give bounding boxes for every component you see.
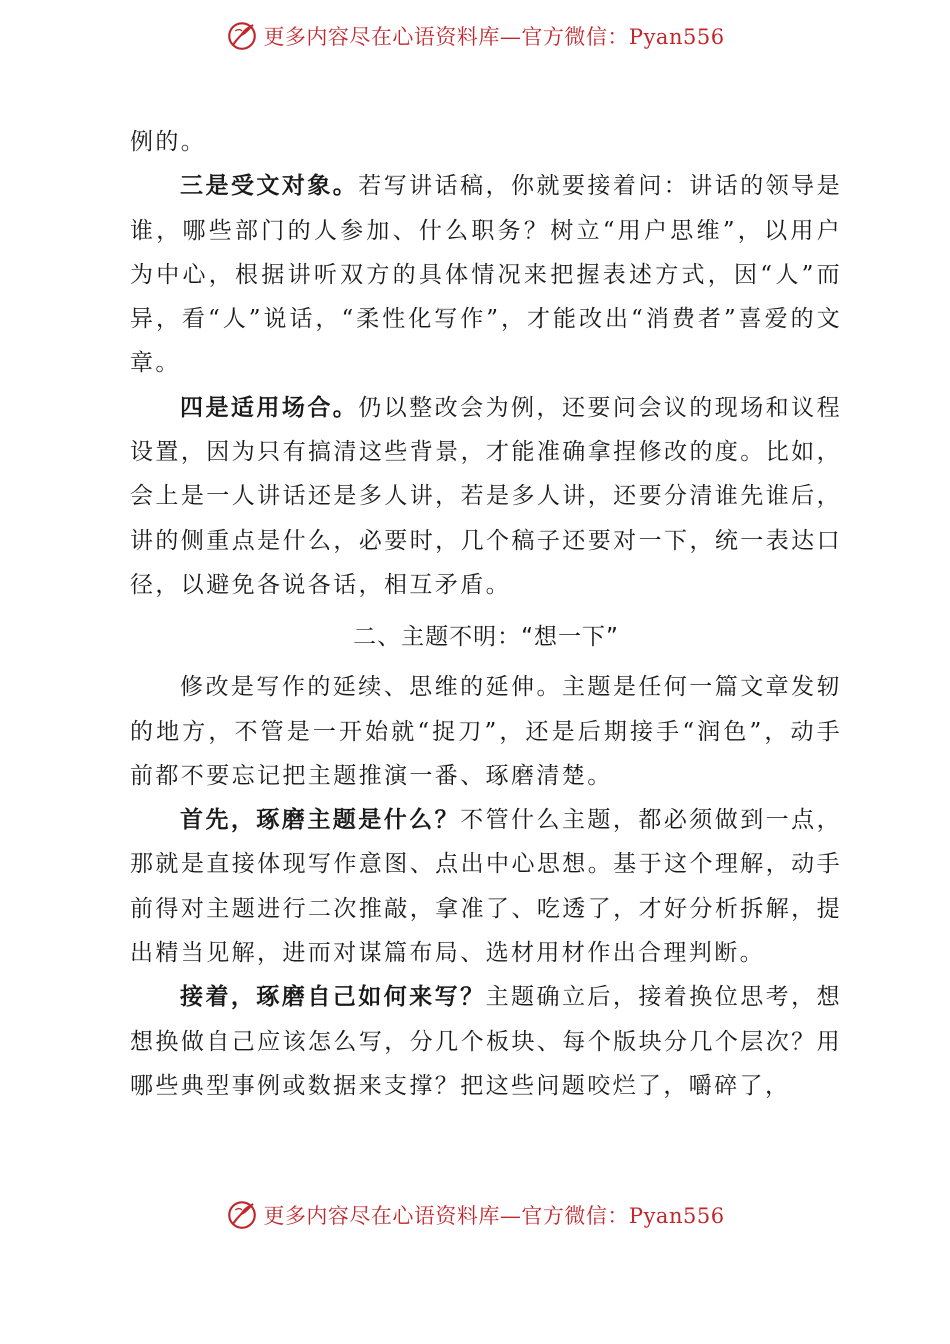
watermark-text: 更多内容尽在心语资料库—官方微信：Pyan556: [263, 1204, 725, 1228]
feather-logo-icon: [225, 19, 259, 53]
paragraph-5: [130, 798, 842, 975]
paragraph-lead: 接着，琢磨自己如何来写？: [180, 983, 486, 1011]
watermark-footer: [0, 1193, 950, 1237]
watermark-header: [0, 14, 950, 58]
watermark-text: 更多内容尽在心语资料库—官方微信：Pyan556: [263, 25, 725, 49]
document-body: [130, 120, 842, 1108]
paragraph-4: [130, 665, 842, 798]
paragraph-lead: 首先，琢磨主题是什么？: [180, 806, 461, 834]
paragraph-lead: 三是受文对象。: [180, 172, 359, 200]
paragraph-text: 主题确立后，接着换位思考，想想换做自己应该怎么写，分几个板块、每个版块分几个层次？用哪些典型事例或数据来支撑？把这些问题咬烂了，嚼碎了，: [130, 984, 842, 1099]
paragraph-lead: 四是适用场合。: [180, 393, 359, 421]
feather-logo-icon: [225, 1198, 259, 1232]
paragraph-text: 仍以整改会为例，还要问会议的现场和议程设置，因为只有搞清这些背景，才能准确拿捏修改的度。比如，会上是一人讲话还是多人讲，若是多人讲，还要分清谁先谁后，讲的侧重点是什么，必要时，几个稿子还要对一下，统一表达口径，以避免各说各话，相互矛盾。: [130, 394, 842, 598]
paragraph-text: 若写讲话稿，你就要接着问：讲话的领导是谁，哪些部门的人参加、什么职务？树立“用户思维”，以用户为中心，根据讲听双方的具体情况来把握表述方式，因“人”而异，看“人”说话，“柔性化写作”，才能改出“消费者”喜爱的文章。: [130, 173, 842, 377]
paragraph-6: [130, 975, 842, 1108]
paragraph-2: [130, 164, 842, 385]
paragraph-text: 例的。: [130, 129, 207, 155]
paragraph-text: 不管什么主题，都必须做到一点，那就是直接体现写作意图、点出中心思想。基于这个理解，动手前得对主题进行二次推敲，拿准了、吃透了，才好分析拆解，提出精当见解，进而对谋篇布局、选材用材作出合理判断。: [130, 807, 843, 967]
paragraph-1: [130, 120, 842, 164]
section-heading: 二、主题不明：“想一下”: [353, 624, 619, 651]
paragraph-text: 修改是写作的延续、思维的延伸。主题是任何一篇文章发轫的地方，不管是一开始就“捉刀”，还是后期接手“润色”，动手前都不要忘记把主题推演一番、琢磨清楚。: [130, 674, 842, 789]
paragraph-3: [130, 386, 842, 607]
